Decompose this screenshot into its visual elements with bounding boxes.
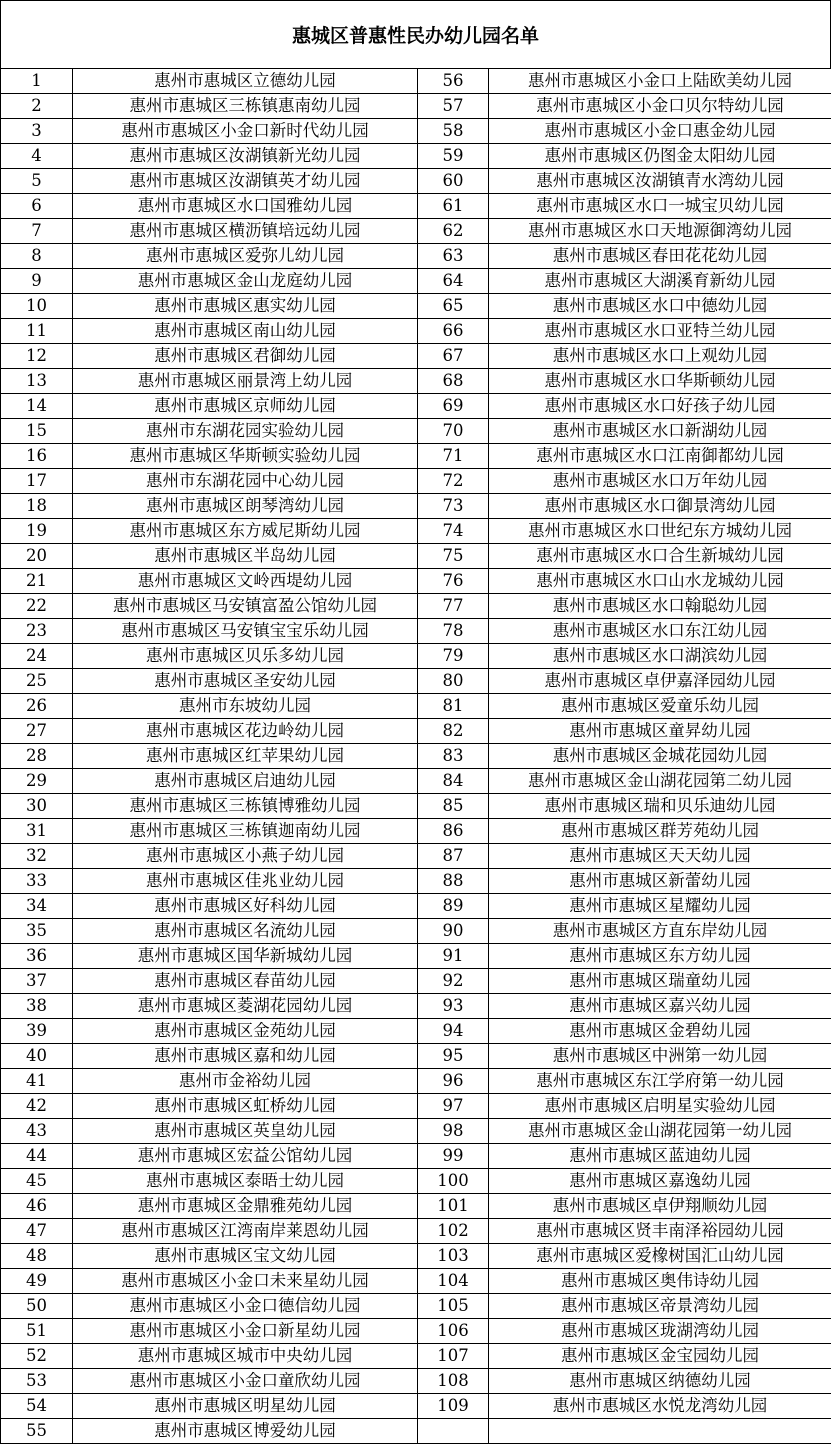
school-name-left: 惠州市惠城区君御幼儿园 <box>73 344 418 369</box>
school-name-left: 惠州市惠城区丽景湾上幼儿园 <box>73 369 418 394</box>
table-row <box>1 1219 831 1244</box>
school-name-left: 惠州市惠城区虹桥幼儿园 <box>73 1094 418 1119</box>
row-number-right: 84 <box>418 769 489 794</box>
school-name-right: 惠州市惠城区水口亚特兰幼儿园 <box>489 319 831 344</box>
row-number-right: 83 <box>418 744 489 769</box>
row-number-left: 7 <box>1 219 73 244</box>
row-number-right: 75 <box>418 544 489 569</box>
row-number-right: 74 <box>418 519 489 544</box>
school-name-left: 惠州市东湖花园中心幼儿园 <box>73 469 418 494</box>
table-row <box>1 1394 831 1419</box>
row-number-right: 92 <box>418 969 489 994</box>
school-name-left: 惠州市惠城区宏益公馆幼儿园 <box>73 1144 418 1169</box>
table-row <box>1 369 831 394</box>
row-number-right: 56 <box>418 69 489 94</box>
row-number-right: 73 <box>418 494 489 519</box>
table-row <box>1 644 831 669</box>
school-name-right: 惠州市惠城区中洲第一幼儿园 <box>489 1044 831 1069</box>
row-number-right: 79 <box>418 644 489 669</box>
school-name-left: 惠州市惠城区汝湖镇英才幼儿园 <box>73 169 418 194</box>
school-name-left: 惠州市惠城区文岭西堤幼儿园 <box>73 569 418 594</box>
row-number-left: 30 <box>1 794 73 819</box>
row-number-right: 65 <box>418 294 489 319</box>
school-name-right: 惠州市惠城区水口江南御都幼儿园 <box>489 444 831 469</box>
table-row <box>1 1019 831 1044</box>
row-number-left: 49 <box>1 1269 73 1294</box>
table-row <box>1 494 831 519</box>
row-number-left: 29 <box>1 769 73 794</box>
table-row <box>1 1119 831 1144</box>
school-name-left: 惠州市东湖花园实验幼儿园 <box>73 419 418 444</box>
school-name-left: 惠州市惠城区半岛幼儿园 <box>73 544 418 569</box>
row-number-right: 64 <box>418 269 489 294</box>
table-row <box>1 894 831 919</box>
row-number-right: 81 <box>418 694 489 719</box>
row-number-left: 31 <box>1 819 73 844</box>
table-row <box>1 1369 831 1394</box>
table-row <box>1 1094 831 1119</box>
row-number-right: 106 <box>418 1319 489 1344</box>
row-number-left: 24 <box>1 644 73 669</box>
row-number-left: 45 <box>1 1169 73 1194</box>
table-row <box>1 544 831 569</box>
school-name-right: 惠州市惠城区贤丰南泽裕园幼儿园 <box>489 1219 831 1244</box>
row-number-left: 2 <box>1 94 73 119</box>
school-name-right: 惠州市惠城区金山湖花园第二幼儿园 <box>489 769 831 794</box>
school-name-right: 惠州市惠城区水口翰聪幼儿园 <box>489 594 831 619</box>
kindergarten-table-body <box>1 69 831 1444</box>
table-row <box>1 1244 831 1269</box>
school-name-left: 惠州市惠城区金苑幼儿园 <box>73 1019 418 1044</box>
row-number-left: 54 <box>1 1394 73 1419</box>
school-name-left: 惠州市惠城区宝文幼儿园 <box>73 1244 418 1269</box>
row-number-right: 90 <box>418 919 489 944</box>
row-number-right: 80 <box>418 669 489 694</box>
row-number-left: 50 <box>1 1294 73 1319</box>
school-name-left: 惠州市惠城区好科幼儿园 <box>73 894 418 919</box>
school-name-left: 惠州市惠城区贝乐多幼儿园 <box>73 644 418 669</box>
school-name-right: 惠州市惠城区汝湖镇青水湾幼儿园 <box>489 169 831 194</box>
table-row <box>1 94 831 119</box>
table-row <box>1 694 831 719</box>
school-name-left: 惠州市惠城区三栋镇迦南幼儿园 <box>73 819 418 844</box>
row-number-left: 38 <box>1 994 73 1019</box>
row-number-left: 34 <box>1 894 73 919</box>
school-name-left: 惠州市惠城区泰晤士幼儿园 <box>73 1169 418 1194</box>
table-row <box>1 1169 831 1194</box>
school-name-right: 惠州市惠城区新蕾幼儿园 <box>489 869 831 894</box>
table-row <box>1 119 831 144</box>
row-number-right: 59 <box>418 144 489 169</box>
school-name-left: 惠州市惠城区汝湖镇新光幼儿园 <box>73 144 418 169</box>
row-number-left: 19 <box>1 519 73 544</box>
row-number-right: 82 <box>418 719 489 744</box>
table-row <box>1 719 831 744</box>
school-name-right: 惠州市惠城区东方幼儿园 <box>489 944 831 969</box>
table-row <box>1 994 831 1019</box>
school-name-right: 惠州市惠城区水口中德幼儿园 <box>489 294 831 319</box>
school-name-right: 惠州市惠城区方直东岸幼儿园 <box>489 919 831 944</box>
school-name-right: 惠州市惠城区水口万年幼儿园 <box>489 469 831 494</box>
row-number-left: 10 <box>1 294 73 319</box>
school-name-left: 惠州市惠城区马安镇富盈公馆幼儿园 <box>73 594 418 619</box>
sheet-title: 惠城区普惠性民办幼儿园名单 <box>0 0 831 68</box>
row-number-left: 9 <box>1 269 73 294</box>
school-name-left: 惠州市惠城区花边岭幼儿园 <box>73 719 418 744</box>
table-row <box>1 244 831 269</box>
school-name-right: 惠州市惠城区金碧幼儿园 <box>489 1019 831 1044</box>
row-number-right: 61 <box>418 194 489 219</box>
row-number-left: 17 <box>1 469 73 494</box>
school-name-left: 惠州市惠城区红苹果幼儿园 <box>73 744 418 769</box>
table-row <box>1 69 831 94</box>
row-number-left: 51 <box>1 1319 73 1344</box>
row-number-right: 68 <box>418 369 489 394</box>
row-number-left: 37 <box>1 969 73 994</box>
school-name-right: 惠州市惠城区小金口贝尔特幼儿园 <box>489 94 831 119</box>
row-number-right: 85 <box>418 794 489 819</box>
row-number-right: 109 <box>418 1394 489 1419</box>
table-row <box>1 194 831 219</box>
school-name-right: 惠州市惠城区水口好孩子幼儿园 <box>489 394 831 419</box>
row-number-left: 21 <box>1 569 73 594</box>
table-row <box>1 594 831 619</box>
school-name-right: 惠州市惠城区水口合生新城幼儿园 <box>489 544 831 569</box>
school-name-left: 惠州市惠城区南山幼儿园 <box>73 319 418 344</box>
row-number-right: 102 <box>418 1219 489 1244</box>
school-name-right: 惠州市惠城区金山湖花园第一幼儿园 <box>489 1119 831 1144</box>
table-row <box>1 869 831 894</box>
school-name-right: 惠州市惠城区纳德幼儿园 <box>489 1369 831 1394</box>
row-number-left: 8 <box>1 244 73 269</box>
row-number-right: 93 <box>418 994 489 1019</box>
row-number-left: 42 <box>1 1094 73 1119</box>
row-number-left: 22 <box>1 594 73 619</box>
row-number-right: 77 <box>418 594 489 619</box>
school-name-left: 惠州市惠城区英皇幼儿园 <box>73 1119 418 1144</box>
row-number-right: 62 <box>418 219 489 244</box>
school-name-right: 惠州市惠城区水口山水龙城幼儿园 <box>489 569 831 594</box>
table-row <box>1 969 831 994</box>
table-row <box>1 1319 831 1344</box>
row-number-right: 87 <box>418 844 489 869</box>
table-row <box>1 1069 831 1094</box>
school-name-right: 惠州市惠城区瑞童幼儿园 <box>489 969 831 994</box>
row-number-left: 55 <box>1 1419 73 1444</box>
row-number-right: 78 <box>418 619 489 644</box>
row-number-left: 3 <box>1 119 73 144</box>
school-name-right: 惠州市惠城区卓伊嘉泽园幼儿园 <box>489 669 831 694</box>
row-number-right: 63 <box>418 244 489 269</box>
table-row <box>1 344 831 369</box>
row-number-right: 57 <box>418 94 489 119</box>
school-name-left: 惠州市惠城区明星幼儿园 <box>73 1394 418 1419</box>
row-number-left: 14 <box>1 394 73 419</box>
school-name-right: 惠州市惠城区童昇幼儿园 <box>489 719 831 744</box>
school-name-right: 惠州市惠城区瑞和贝乐迪幼儿园 <box>489 794 831 819</box>
school-name-right: 惠州市惠城区蓝迪幼儿园 <box>489 1144 831 1169</box>
school-name-left: 惠州市惠城区京师幼儿园 <box>73 394 418 419</box>
table-row <box>1 519 831 544</box>
school-name-left: 惠州市惠城区嘉和幼儿园 <box>73 1044 418 1069</box>
row-number-left: 11 <box>1 319 73 344</box>
school-name-left: 惠州市惠城区东方威尼斯幼儿园 <box>73 519 418 544</box>
table-row <box>1 669 831 694</box>
school-name-right: 惠州市惠城区小金口惠金幼儿园 <box>489 119 831 144</box>
row-number-left: 52 <box>1 1344 73 1369</box>
school-name-right: 惠州市惠城区水口新湖幼儿园 <box>489 419 831 444</box>
row-number-right: 91 <box>418 944 489 969</box>
row-number-right: 69 <box>418 394 489 419</box>
school-name-right: 惠州市惠城区天天幼儿园 <box>489 844 831 869</box>
school-name-left: 惠州市惠城区惠实幼儿园 <box>73 294 418 319</box>
row-number-left: 43 <box>1 1119 73 1144</box>
row-number-left: 35 <box>1 919 73 944</box>
table-row <box>1 769 831 794</box>
school-name-left: 惠州市惠城区佳兆业幼儿园 <box>73 869 418 894</box>
table-row <box>1 269 831 294</box>
table-row <box>1 1044 831 1069</box>
table-row <box>1 619 831 644</box>
school-name-left: 惠州市惠城区小燕子幼儿园 <box>73 844 418 869</box>
row-number-left: 53 <box>1 1369 73 1394</box>
school-name-right: 惠州市惠城区群芳苑幼儿园 <box>489 819 831 844</box>
row-number-right: 67 <box>418 344 489 369</box>
row-number-right: 60 <box>418 169 489 194</box>
school-name-left: 惠州市惠城区华斯顿实验幼儿园 <box>73 444 418 469</box>
row-number-left: 15 <box>1 419 73 444</box>
school-name-right <box>489 1419 831 1444</box>
row-number-right: 98 <box>418 1119 489 1144</box>
row-number-left: 48 <box>1 1244 73 1269</box>
table-row <box>1 1194 831 1219</box>
row-number-left: 6 <box>1 194 73 219</box>
row-number-left: 41 <box>1 1069 73 1094</box>
table-row <box>1 1269 831 1294</box>
school-name-right: 惠州市惠城区卓伊翔顺幼儿园 <box>489 1194 831 1219</box>
row-number-right: 95 <box>418 1044 489 1069</box>
school-name-right: 惠州市惠城区金城花园幼儿园 <box>489 744 831 769</box>
school-name-left: 惠州市惠城区立德幼儿园 <box>73 69 418 94</box>
school-name-right: 惠州市惠城区启明星实验幼儿园 <box>489 1094 831 1119</box>
school-name-right: 惠州市惠城区水口世纪东方城幼儿园 <box>489 519 831 544</box>
school-name-left: 惠州市惠城区名流幼儿园 <box>73 919 418 944</box>
row-number-left: 1 <box>1 69 73 94</box>
row-number-right: 107 <box>418 1344 489 1369</box>
row-number-left: 20 <box>1 544 73 569</box>
table-row <box>1 394 831 419</box>
school-name-right: 惠州市惠城区水口上观幼儿园 <box>489 344 831 369</box>
school-name-right: 惠州市惠城区爱童乐幼儿园 <box>489 694 831 719</box>
table-row <box>1 1344 831 1369</box>
school-name-left: 惠州市惠城区城市中央幼儿园 <box>73 1344 418 1369</box>
table-row <box>1 819 831 844</box>
school-name-right: 惠州市惠城区东江学府第一幼儿园 <box>489 1069 831 1094</box>
school-name-left: 惠州市惠城区水口国雅幼儿园 <box>73 194 418 219</box>
school-name-right: 惠州市惠城区嘉兴幼儿园 <box>489 994 831 1019</box>
school-name-right: 惠州市惠城区爱橡树国汇山幼儿园 <box>489 1244 831 1269</box>
school-name-left: 惠州市东坡幼儿园 <box>73 694 418 719</box>
table-row <box>1 1419 831 1444</box>
school-name-left: 惠州市惠城区金鼎雅苑幼儿园 <box>73 1194 418 1219</box>
row-number-left: 4 <box>1 144 73 169</box>
row-number-right: 94 <box>418 1019 489 1044</box>
school-name-right: 惠州市惠城区水口一城宝贝幼儿园 <box>489 194 831 219</box>
table-row <box>1 919 831 944</box>
school-name-left: 惠州市惠城区马安镇宝宝乐幼儿园 <box>73 619 418 644</box>
school-name-left: 惠州市惠城区小金口新星幼儿园 <box>73 1319 418 1344</box>
row-number-left: 23 <box>1 619 73 644</box>
school-name-right: 惠州市惠城区星耀幼儿园 <box>489 894 831 919</box>
school-name-right: 惠州市惠城区小金口上陆欧美幼儿园 <box>489 69 831 94</box>
school-name-left: 惠州市金裕幼儿园 <box>73 1069 418 1094</box>
table-row <box>1 169 831 194</box>
table-row <box>1 1294 831 1319</box>
row-number-left: 16 <box>1 444 73 469</box>
school-name-left: 惠州市惠城区小金口新时代幼儿园 <box>73 119 418 144</box>
row-number-right: 76 <box>418 569 489 594</box>
school-name-right: 惠州市惠城区大湖溪育新幼儿园 <box>489 269 831 294</box>
school-name-right: 惠州市惠城区珑湖湾幼儿园 <box>489 1319 831 1344</box>
row-number-left: 12 <box>1 344 73 369</box>
table-row <box>1 569 831 594</box>
row-number-right: 88 <box>418 869 489 894</box>
table-row <box>1 944 831 969</box>
row-number-left: 26 <box>1 694 73 719</box>
school-name-left: 惠州市惠城区博爱幼儿园 <box>73 1419 418 1444</box>
row-number-right: 58 <box>418 119 489 144</box>
school-name-right: 惠州市惠城区水口华斯顿幼儿园 <box>489 369 831 394</box>
row-number-right <box>418 1419 489 1444</box>
row-number-right: 97 <box>418 1094 489 1119</box>
school-name-right: 惠州市惠城区水口湖滨幼儿园 <box>489 644 831 669</box>
row-number-right: 86 <box>418 819 489 844</box>
table-row <box>1 144 831 169</box>
row-number-left: 33 <box>1 869 73 894</box>
row-number-left: 44 <box>1 1144 73 1169</box>
school-name-left: 惠州市惠城区小金口童欣幼儿园 <box>73 1369 418 1394</box>
school-name-left: 惠州市惠城区春苗幼儿园 <box>73 969 418 994</box>
row-number-right: 66 <box>418 319 489 344</box>
school-name-left: 惠州市惠城区三栋镇惠南幼儿园 <box>73 94 418 119</box>
school-name-left: 惠州市惠城区圣安幼儿园 <box>73 669 418 694</box>
school-name-right: 惠州市惠城区奥伟诗幼儿园 <box>489 1269 831 1294</box>
row-number-left: 25 <box>1 669 73 694</box>
kindergarten-table <box>0 68 831 1444</box>
school-name-right: 惠州市惠城区水口御景湾幼儿园 <box>489 494 831 519</box>
row-number-left: 46 <box>1 1194 73 1219</box>
table-row <box>1 1144 831 1169</box>
row-number-right: 103 <box>418 1244 489 1269</box>
row-number-right: 72 <box>418 469 489 494</box>
row-number-right: 105 <box>418 1294 489 1319</box>
row-number-right: 104 <box>418 1269 489 1294</box>
row-number-right: 89 <box>418 894 489 919</box>
school-name-left: 惠州市惠城区启迪幼儿园 <box>73 769 418 794</box>
row-number-right: 108 <box>418 1369 489 1394</box>
row-number-left: 40 <box>1 1044 73 1069</box>
school-name-right: 惠州市惠城区水口东江幼儿园 <box>489 619 831 644</box>
row-number-left: 5 <box>1 169 73 194</box>
table-row <box>1 219 831 244</box>
table-row <box>1 794 831 819</box>
row-number-left: 18 <box>1 494 73 519</box>
row-number-left: 39 <box>1 1019 73 1044</box>
school-name-left: 惠州市惠城区小金口德信幼儿园 <box>73 1294 418 1319</box>
school-name-right: 惠州市惠城区水悦龙湾幼儿园 <box>489 1394 831 1419</box>
school-name-left: 惠州市惠城区国华新城幼儿园 <box>73 944 418 969</box>
row-number-right: 101 <box>418 1194 489 1219</box>
school-name-left: 惠州市惠城区爱弥儿幼儿园 <box>73 244 418 269</box>
row-number-right: 70 <box>418 419 489 444</box>
school-name-right: 惠州市惠城区嘉逸幼儿园 <box>489 1169 831 1194</box>
row-number-left: 36 <box>1 944 73 969</box>
school-name-left: 惠州市惠城区江湾南岸莱恩幼儿园 <box>73 1219 418 1244</box>
school-name-left: 惠州市惠城区朗琴湾幼儿园 <box>73 494 418 519</box>
table-row <box>1 444 831 469</box>
school-name-left: 惠州市惠城区菱湖花园幼儿园 <box>73 994 418 1019</box>
school-name-right: 惠州市惠城区仍图金太阳幼儿园 <box>489 144 831 169</box>
school-name-left: 惠州市惠城区小金口未来星幼儿园 <box>73 1269 418 1294</box>
school-name-left: 惠州市惠城区横沥镇培远幼儿园 <box>73 219 418 244</box>
school-name-left: 惠州市惠城区三栋镇博雅幼儿园 <box>73 794 418 819</box>
table-row <box>1 744 831 769</box>
row-number-left: 27 <box>1 719 73 744</box>
table-row <box>1 319 831 344</box>
table-row <box>1 469 831 494</box>
school-name-right: 惠州市惠城区金宝园幼儿园 <box>489 1344 831 1369</box>
table-row <box>1 294 831 319</box>
table-row <box>1 844 831 869</box>
row-number-right: 96 <box>418 1069 489 1094</box>
row-number-left: 13 <box>1 369 73 394</box>
row-number-left: 28 <box>1 744 73 769</box>
table-row <box>1 419 831 444</box>
school-name-right: 惠州市惠城区水口天地源御湾幼儿园 <box>489 219 831 244</box>
row-number-right: 71 <box>418 444 489 469</box>
school-name-left: 惠州市惠城区金山龙庭幼儿园 <box>73 269 418 294</box>
row-number-left: 47 <box>1 1219 73 1244</box>
row-number-right: 99 <box>418 1144 489 1169</box>
row-number-right: 100 <box>418 1169 489 1194</box>
school-name-right: 惠州市惠城区春田花花幼儿园 <box>489 244 831 269</box>
row-number-left: 32 <box>1 844 73 869</box>
school-name-right: 惠州市惠城区帝景湾幼儿园 <box>489 1294 831 1319</box>
